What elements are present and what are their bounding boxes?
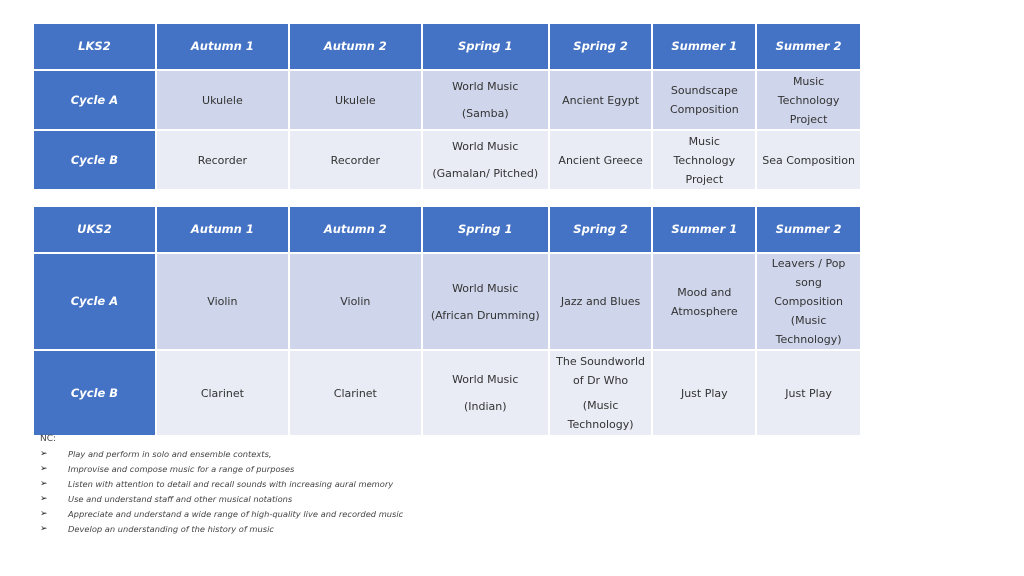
- uks2-header-row: [34, 207, 860, 252]
- uks2-cycle-a-autumn-1: Violin: [157, 254, 288, 349]
- uks2-cycle-a-label: Cycle A: [34, 254, 155, 349]
- uks2-cycle-b-row: [34, 351, 860, 435]
- uks2-cycle-b-autumn-1: Clarinet: [157, 351, 288, 435]
- arrowhead-bullet-icon: ➢: [40, 524, 48, 534]
- lks2-cycle-b-autumn-1: Recorder: [157, 131, 288, 189]
- lks2-cycle-a-spring-1-line1: World Music: [452, 80, 519, 93]
- uks2-cycle-a-spring-1-line2: (African Drumming): [430, 308, 540, 322]
- lks2-header-summer-2: Summer 2: [757, 24, 860, 69]
- arrowhead-bullet-icon: ➢: [40, 449, 48, 459]
- uks2-cycle-b-spring-2: [550, 351, 652, 435]
- uks2-cycle-a-spring-2: Jazz and Blues: [550, 254, 652, 349]
- lks2-cycle-b-summer-1: Music Technology Project: [653, 131, 755, 189]
- uks2-cycle-b-spring-1: [423, 351, 548, 435]
- uks2-cycle-b-label: Cycle B: [34, 351, 155, 435]
- lks2-cycle-b-label: Cycle B: [34, 131, 155, 189]
- uks2-cycle-b-spring-2-line2: (Music Technology): [567, 399, 634, 431]
- uks2-cycle-a-spring-1-line1: World Music: [452, 281, 519, 295]
- uks2-header-summer-1: Summer 1: [653, 207, 755, 252]
- lks2-header-autumn-2: Autumn 2: [290, 24, 421, 69]
- uks2-cycle-b-spring-1-line2: (Indian): [463, 400, 507, 413]
- lks2-cycle-a-spring-1-line2: (Samba): [461, 107, 509, 120]
- nc-item-text: Improvise and compose music for a range of purposes: [68, 464, 295, 474]
- nc-item: [40, 507, 740, 522]
- uks2-header-summer-2: Summer 2: [757, 207, 860, 252]
- lks2-cycle-a-autumn-1: Ukulele: [157, 71, 288, 129]
- lks2-cycle-a-autumn-2: Ukulele: [290, 71, 421, 129]
- lks2-header-summer-1: Summer 1: [653, 24, 755, 69]
- lks2-cycle-a-spring-1: [423, 71, 548, 129]
- lks2-header-autumn-1: Autumn 1: [157, 24, 288, 69]
- uks2-cycle-b-autumn-2: Clarinet: [290, 351, 421, 435]
- nc-item: [40, 447, 740, 462]
- lks2-header-spring-2: Spring 2: [550, 24, 652, 69]
- lks2-header-spring-1: Spring 1: [423, 24, 548, 69]
- uks2-cycle-a-spring-1: [423, 254, 548, 349]
- lks2-cycle-b-autumn-2: Recorder: [290, 131, 421, 189]
- uks2-cycle-b-spring-1-line1: World Music: [452, 373, 519, 386]
- uks2-header-autumn-1: Autumn 1: [157, 207, 288, 252]
- nc-item-text: Use and understand staff and other musical notations: [68, 494, 293, 504]
- uks2-cycle-b-summer-2: Just Play: [757, 351, 860, 435]
- lks2-corner-header: LKS2: [34, 24, 155, 69]
- lks2-table: [32, 22, 862, 191]
- lks2-cycle-b-row: [34, 131, 860, 189]
- nc-item: [40, 522, 740, 537]
- uks2-cycle-b-summer-1: Just Play: [653, 351, 755, 435]
- lks2-cycle-b-spring-1-line2: (Gamalan/ Pitched): [432, 167, 539, 180]
- lks2-cycle-b-spring-1: [423, 131, 548, 189]
- lks2-cycle-b-spring-2: Ancient Greece: [550, 131, 652, 189]
- arrowhead-bullet-icon: ➢: [40, 509, 48, 519]
- uks2-cycle-a-summer-1: Mood and Atmosphere: [653, 254, 755, 349]
- lks2-header-row: [34, 24, 860, 69]
- arrowhead-bullet-icon: ➢: [40, 479, 48, 489]
- lks2-cycle-b-summer-2: Sea Composition: [757, 131, 860, 189]
- nc-item-text: Develop an understanding of the history of music: [68, 524, 274, 534]
- lks2-cycle-a-label: Cycle A: [34, 71, 155, 129]
- uks2-cycle-a-summer-2: Leavers / Pop song Composition (Music Technology): [757, 254, 860, 349]
- uks2-table: [32, 205, 862, 437]
- arrowhead-bullet-icon: ➢: [40, 494, 48, 504]
- uks2-header-spring-2: Spring 2: [550, 207, 652, 252]
- lks2-cycle-a-spring-2: Ancient Egypt: [550, 71, 652, 129]
- nc-item: [40, 492, 740, 507]
- uks2-header-autumn-2: Autumn 2: [290, 207, 421, 252]
- nc-notes: [40, 434, 740, 537]
- nc-item: [40, 477, 740, 492]
- uks2-cycle-b-spring-2-line1: The Soundworld of Dr Who: [556, 355, 646, 387]
- uks2-cycle-a-row: [34, 254, 860, 349]
- arrowhead-bullet-icon: ➢: [40, 464, 48, 474]
- nc-item-text: Play and perform in solo and ensemble contexts,: [68, 449, 272, 459]
- uks2-header-spring-1: Spring 1: [423, 207, 548, 252]
- nc-item-text: Appreciate and understand a wide range of high-quality live and recorded music: [68, 509, 404, 519]
- uks2-corner-header: UKS2: [34, 207, 155, 252]
- nc-item-text: Listen with attention to detail and recall sounds with increasing aural memory: [68, 479, 394, 489]
- lks2-cycle-a-summer-2: Music Technology Project: [757, 71, 860, 129]
- uks2-cycle-a-autumn-2: Violin: [290, 254, 421, 349]
- lks2-cycle-b-spring-1-line1: World Music: [452, 140, 519, 153]
- lks2-cycle-a-row: [34, 71, 860, 129]
- lks2-cycle-a-summer-1: Soundscape Composition: [653, 71, 755, 129]
- nc-label: NC:: [40, 434, 57, 444]
- nc-list: [40, 447, 740, 537]
- nc-item: [40, 462, 740, 477]
